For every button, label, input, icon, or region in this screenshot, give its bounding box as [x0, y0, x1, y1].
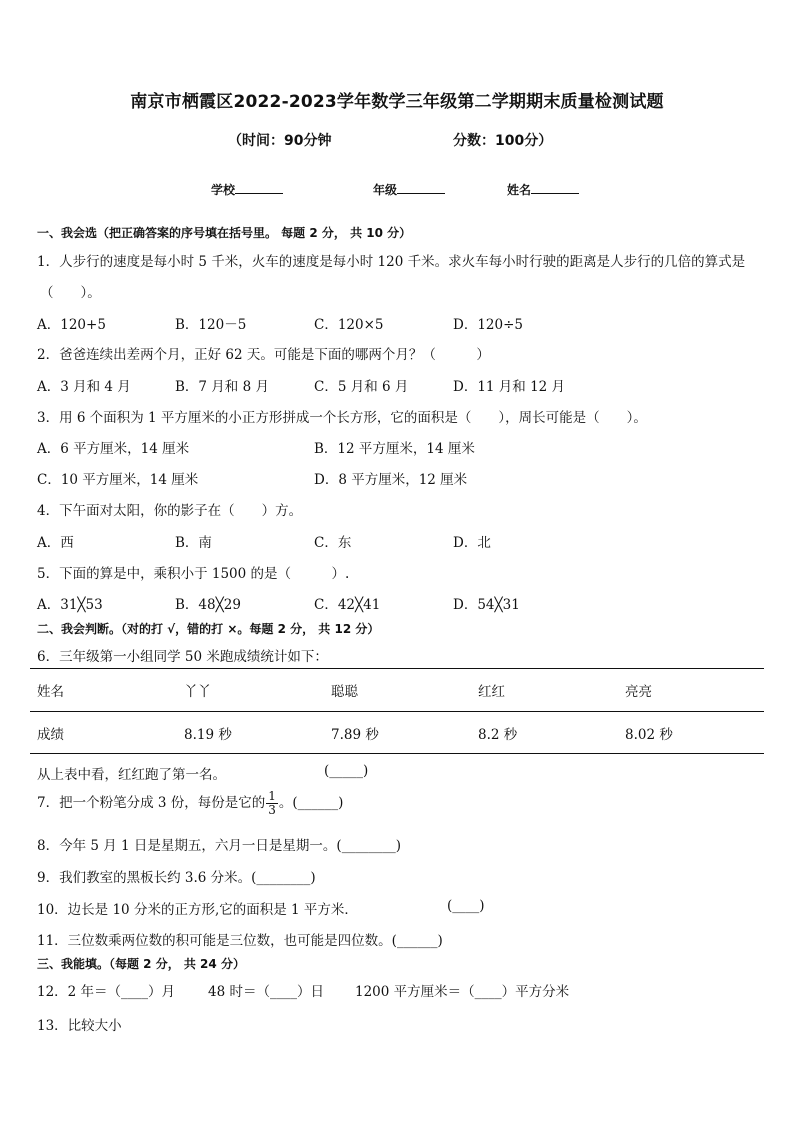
table-cell: 成绩	[30, 712, 177, 754]
table-header-cell: 红红	[471, 669, 618, 712]
q12-part-c: 1200 平方厘米＝（____）平方分米	[355, 984, 570, 1000]
score-table	[30, 668, 764, 754]
q4-option-a[interactable]: A．西	[37, 535, 74, 551]
exam-score: 分数：100分）	[453, 133, 553, 149]
table-cell: 7.89 秒	[324, 712, 471, 754]
q2-option-a[interactable]: A．3 月和 4 月	[37, 379, 131, 395]
q8: 8．今年 5 月 1 日是星期五，六月一日是星期一。(________)	[37, 838, 401, 854]
q12-part-b: 48 时＝（____）日	[208, 984, 324, 1000]
grade-field	[373, 181, 445, 198]
q9: 9．我们教室的黑板长约 3.6 分米。(________)	[37, 870, 316, 886]
q5-option-a[interactable]: A．31╳53	[37, 597, 103, 613]
table-header-cell: 亮亮	[618, 669, 764, 712]
q7-answer-blank[interactable]: 。(______)	[278, 795, 344, 811]
table-header-cell: 姓名	[30, 669, 177, 712]
q2-stem: 2．爸爸连续出差两个月，正好 62 天。可能是下面的哪两个月？（ ）	[37, 347, 490, 363]
school-label: 学校	[211, 183, 236, 197]
q7-text: 7．把一个粉笔分成 3 份，每份是它的	[37, 795, 266, 811]
name-blank[interactable]	[531, 181, 579, 194]
q5-option-b[interactable]: B．48╳29	[175, 597, 241, 613]
table-header-row	[30, 669, 764, 712]
q11: 11．三位数乘两位数的积可能是三位数，也可能是四位数。(______)	[37, 933, 443, 949]
q6-judge: 从上表中看，红红跑了第一名。	[37, 767, 226, 783]
grade-label: 年级	[373, 183, 398, 197]
q2-option-d[interactable]: D．11 月和 12 月	[453, 379, 566, 395]
q6-answer-blank[interactable]: (_____)	[324, 763, 369, 779]
q6-stem: 6．三年级第一小组同学 50 米跑成绩统计如下：	[37, 649, 328, 665]
q4-option-c[interactable]: C．东	[314, 535, 352, 551]
q1-option-b[interactable]: B．120－5	[175, 317, 247, 333]
name-label: 姓名	[507, 183, 532, 197]
fraction-denominator: 3	[268, 803, 276, 817]
school-blank[interactable]	[235, 181, 283, 194]
table-cell: 8.2 秒	[471, 712, 618, 754]
q3-option-b[interactable]: B．12 平方厘米，14 厘米	[314, 441, 475, 457]
q3-stem: 3．用 6 个面积为 1 平方厘米的小正方形拼成一个长方形，它的面积是（ ），周长可能是（ ）。	[37, 410, 647, 426]
q3-option-c[interactable]: C．10 平方厘米，14 厘米	[37, 472, 199, 488]
q4-stem: 4．下午面对太阳，你的影子在（ ）方。	[37, 503, 303, 519]
q5-option-d[interactable]: D．54╳31	[453, 597, 520, 613]
q1-stem-line1: 1．人步行的速度是每小时 5 千米，火车的速度是每小时 120 千米。求火车每小时行驶的距离是人步行的几倍的算式是	[37, 254, 746, 270]
section1-heading: 一、我会选（把正确答案的序号填在括号里。 每题 2 分， 共 10 分）	[37, 226, 412, 240]
exam-time: （时间：90分钟	[228, 133, 332, 149]
q12-part-a: 12．2 年＝（____）月	[37, 984, 176, 1000]
table-cell: 8.19 秒	[177, 712, 324, 754]
section2-heading: 二、我会判断。（对的打 √，错的打 ×。每题 2 分， 共 12 分）	[37, 622, 380, 636]
q4-option-b[interactable]: B．南	[175, 535, 212, 551]
q2-option-b[interactable]: B．7 月和 8 月	[175, 379, 269, 395]
q7-line	[37, 790, 343, 817]
q5-option-c[interactable]: C．42╳41	[314, 597, 381, 613]
name-field	[507, 181, 579, 198]
q10-answer-blank[interactable]: (____)	[447, 898, 485, 914]
section3-heading: 三、我能填。（每题 2 分， 共 24 分）	[37, 957, 245, 971]
q5-stem: 5．下面的算是中，乘积小于 1500 的是（ ）.	[37, 566, 350, 582]
school-field	[211, 181, 283, 198]
table-row	[30, 712, 764, 754]
q1-option-c[interactable]: C．120×5	[314, 317, 384, 333]
q2-option-c[interactable]: C．5 月和 6 月	[314, 379, 409, 395]
page-title: 南京市栖霞区2022-2023学年数学三年级第二学期期末质量检测试题	[130, 92, 664, 112]
fraction-numerator: 1	[268, 789, 276, 803]
q3-option-d[interactable]: D．8 平方厘米，12 厘米	[314, 472, 468, 488]
q10: 10．边长是 10 分米的正方形,它的面积是 1 平方米．	[37, 902, 358, 918]
q13: 13．比较大小	[37, 1018, 122, 1034]
table-header-cell: 丫丫	[177, 669, 324, 712]
table-header-cell: 聪聪	[324, 669, 471, 712]
q1-option-d[interactable]: D．120÷5	[453, 317, 523, 333]
grade-blank[interactable]	[397, 181, 445, 194]
q4-option-d[interactable]: D．北	[453, 535, 491, 551]
table-cell: 8.02 秒	[618, 712, 764, 754]
fraction-one-third	[266, 790, 278, 817]
q1-option-a[interactable]: A．120+5	[37, 317, 106, 333]
q3-option-a[interactable]: A．6 平方厘米，14 厘米	[37, 441, 190, 457]
q1-stem-line2: （ ）。	[40, 285, 101, 301]
